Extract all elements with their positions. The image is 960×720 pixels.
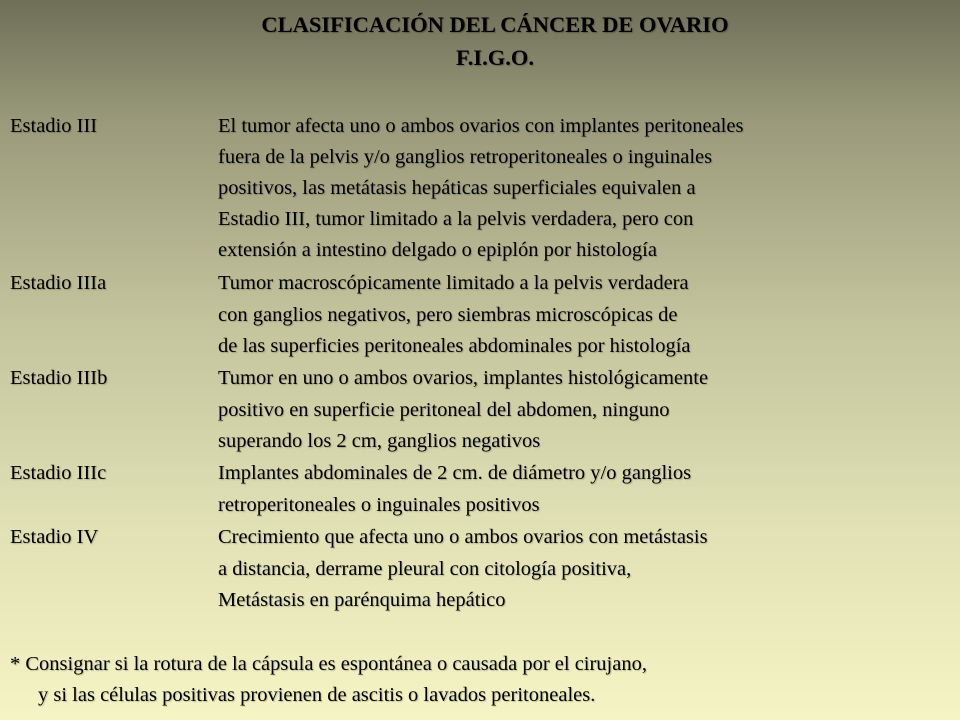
stage-description-line: retroperitoneales o inguinales positivos — [218, 494, 540, 516]
stage-description-line: Implantes abdominales de 2 cm. de diámetro y/o ganglios — [218, 462, 692, 484]
footnote-line: y si las células positivas provienen de ascitis o lavados peritoneales. — [38, 684, 596, 706]
stage-label: Estadio IV — [10, 526, 99, 548]
stage-description-line: con ganglios negativos, pero siembras microscópicas de — [218, 304, 678, 326]
stage-description-line: positivos, las metátasis hepáticas superficiales equivalen a — [218, 177, 696, 199]
stage-description-line: Crecimiento que afecta uno o ambos ovarios con metástasis — [218, 526, 708, 548]
stage-description-line: Tumor macroscópicamente limitado a la pelvis verdadera — [218, 272, 689, 294]
stage-description-line: Estadio III, tumor limitado a la pelvis verdadera, pero con — [218, 208, 694, 230]
stage-description-line: Tumor en uno o ambos ovarios, implantes histológicamente — [218, 367, 709, 389]
footnote-line: * Consignar si la rotura de la cápsula es espontánea o causada por el cirujano, — [10, 653, 647, 675]
stage-description-line: a distancia, derrame pleural con citología positiva, — [218, 558, 632, 580]
stage-description-line: superando los 2 cm, ganglios negativos — [218, 430, 541, 452]
stage-description-line: extensión a intestino delgado o epiplón por histología — [218, 239, 657, 261]
slide-subtitle: F.I.G.O. — [456, 45, 534, 70]
stage-label: Estadio III — [10, 115, 98, 137]
stage-label: Estadio IIIa — [10, 272, 107, 294]
stage-description-line: El tumor afecta uno o ambos ovarios con implantes peritoneales — [218, 115, 744, 137]
stage-description-line: Metástasis en parénquima hepático — [218, 589, 506, 611]
stage-description-line: positivo en superficie peritoneal del abdomen, ninguno — [218, 399, 670, 421]
slide-title: CLASIFICACIÓN DEL CÁNCER DE OVARIO — [261, 12, 729, 37]
stage-description-line: fuera de la pelvis y/o ganglios retroperitoneales o inguinales — [218, 146, 713, 168]
stage-label: Estadio IIIb — [10, 367, 108, 389]
stage-label: Estadio IIIc — [10, 462, 107, 484]
stage-description-line: de las superficies peritoneales abdominales por histología — [218, 335, 691, 357]
